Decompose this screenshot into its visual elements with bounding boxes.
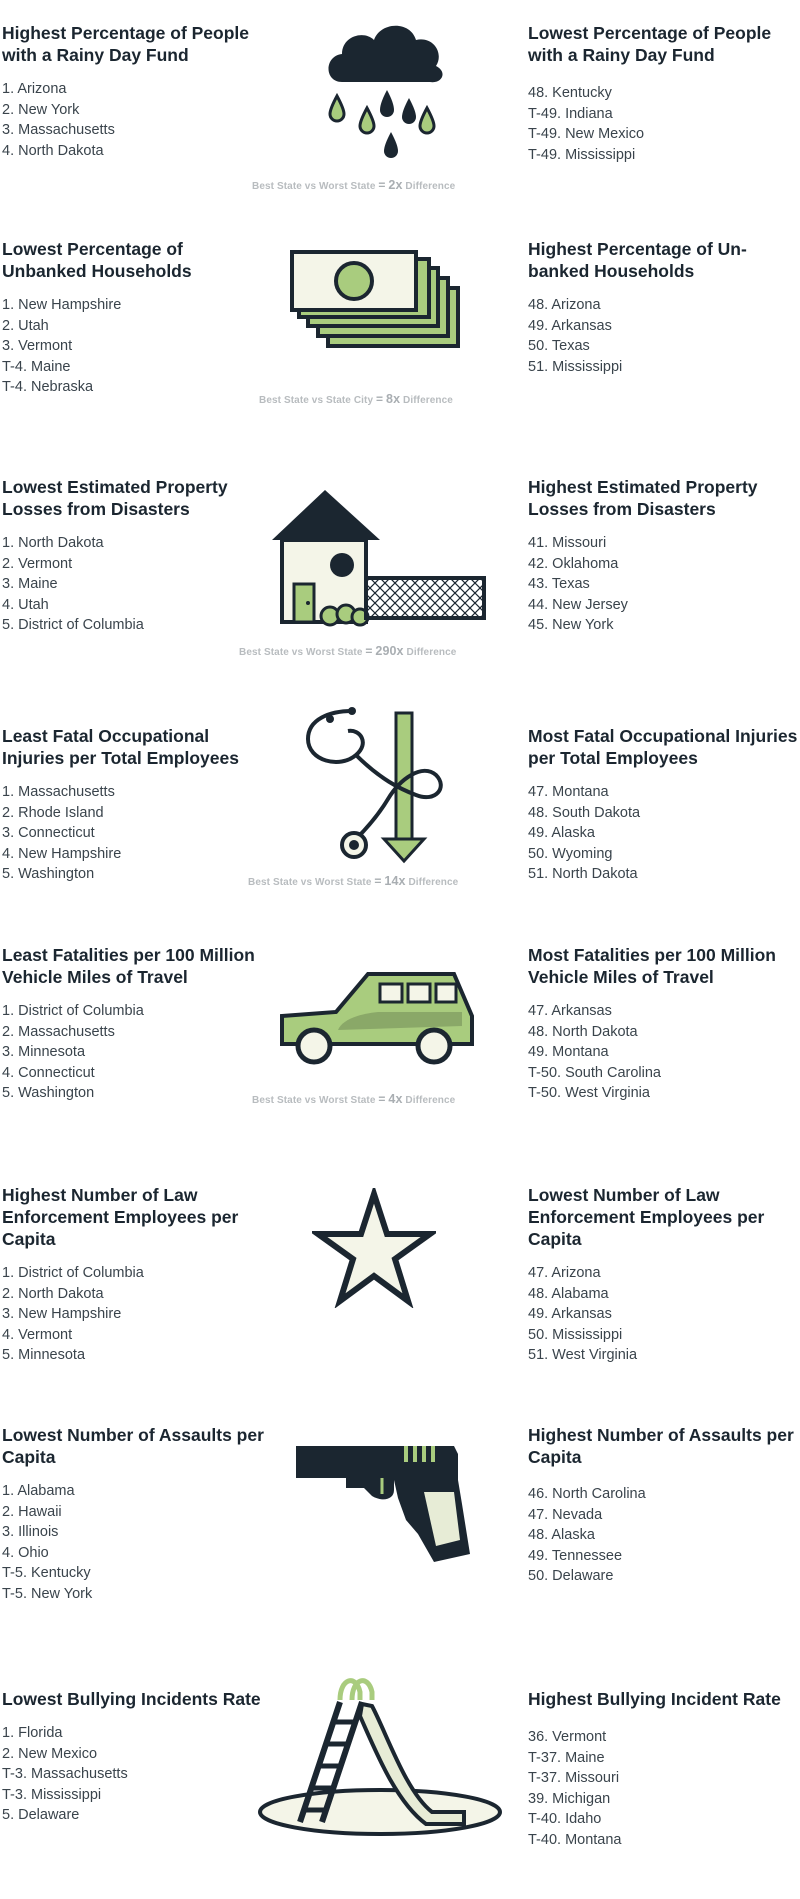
- money-stack-icon: [290, 250, 470, 360]
- list-item: 5. Washington: [2, 1085, 95, 1101]
- list-item: 47. Arizona: [528, 1265, 601, 1281]
- ranking-list-worst: [528, 1001, 798, 1104]
- ranking-list-best: [2, 1263, 272, 1366]
- comparison-note: Best State vs Worst State = 4x Difference: [252, 1092, 456, 1106]
- ranking-list-worst: [528, 782, 798, 885]
- section-left-title: Highest Number of Law Enforcement Employees per Capita: [2, 1185, 239, 1249]
- ranking-list-worst: [528, 533, 798, 636]
- comparison-note: Best State vs Worst State = 14x Difference: [248, 874, 459, 888]
- list-item: T-37. Missouri: [528, 1770, 620, 1786]
- section-rainy-day-fund: [0, 0, 800, 200]
- list-item: 1. District of Columbia: [2, 1003, 144, 1019]
- section-right-title: Lowest Number of Law Enforcement Employees per Capita: [528, 1185, 765, 1249]
- list-item: 49. Arkansas: [528, 317, 612, 334]
- stethoscope-icon: [300, 699, 460, 871]
- section-left-title: Lowest Estimated Property Losses from Disasters: [2, 477, 228, 519]
- section-left-title: Lowest Number of Assaults per Capita: [2, 1425, 264, 1467]
- list-item: 5. Delaware: [2, 1807, 80, 1823]
- list-item: 51. West Virginia: [528, 1347, 638, 1363]
- list-item: 50. Mississippi: [528, 1326, 623, 1343]
- list-item: 48. South Dakota: [528, 804, 641, 821]
- list-item: 1. District of Columbia: [2, 1265, 144, 1281]
- section-assaults: [0, 1424, 800, 1624]
- list-item: 47. Arkansas: [528, 1003, 612, 1019]
- comparison-note: Best State vs State City = 8x Difference: [259, 392, 453, 406]
- section-left-title: Lowest Bullying Incidents Rate: [2, 1689, 261, 1709]
- car-icon: [278, 970, 478, 1066]
- list-item: 1. Massachusetts: [2, 784, 115, 800]
- section-right-title: Most Fatalities per 100 Million Vehicle Miles of Travel: [528, 945, 776, 987]
- list-item: T-3. Mississippi: [2, 1786, 102, 1803]
- list-item: 3. Connecticut: [2, 825, 95, 841]
- list-item: 3. Maine: [2, 576, 58, 592]
- slide-icon: [256, 1672, 506, 1840]
- list-item: 45. New York: [528, 617, 614, 633]
- list-item: 1. Florida: [2, 1725, 63, 1741]
- section-right-title: Highest Percentage of Un-banked Households: [528, 239, 747, 281]
- list-item: T-40. Montana: [528, 1831, 622, 1848]
- list-item: 41. Missouri: [528, 535, 607, 551]
- list-item: T-50. South Carolina: [528, 1064, 661, 1081]
- section-unbanked: [0, 238, 800, 418]
- list-item: 2. Hawaii: [2, 1503, 62, 1520]
- ranking-list-best: [2, 1001, 272, 1104]
- section-right-title: Most Fatal Occupational Injuries per Total Employees: [528, 726, 798, 768]
- list-item: 3. Minnesota: [2, 1044, 86, 1060]
- list-item: 47. Montana: [528, 784, 609, 800]
- section-occupational-injuries: [0, 725, 800, 905]
- section-left-title: Highest Percentage of People with a Rainy Day Fund: [2, 23, 250, 65]
- list-item: 50. Texas: [528, 338, 590, 354]
- list-item: 2. New Mexico: [2, 1745, 98, 1762]
- section-bullying: [0, 1688, 800, 1899]
- section-law-enforcement: [0, 1184, 800, 1384]
- list-item: 5. Minnesota: [2, 1347, 86, 1363]
- list-item: T-5. New York: [2, 1585, 93, 1602]
- section-left-title: Lowest Percentage of Unbanked Households: [2, 239, 192, 281]
- list-item: 48. Arizona: [528, 297, 601, 313]
- list-item: T-50. West Virginia: [528, 1085, 650, 1101]
- section-left-title: Least Fatalities per 100 Million Vehicle Miles of Travel: [2, 945, 255, 987]
- list-item: 48. Alaska: [528, 1527, 595, 1543]
- list-item: 2. Massachusetts: [2, 1023, 115, 1040]
- list-item: T-5. Kentucky: [2, 1565, 91, 1581]
- ranking-list-best: [2, 79, 272, 161]
- list-item: 51. North Dakota: [528, 866, 638, 882]
- list-item: 1. Arizona: [2, 81, 67, 97]
- section-property-losses: [0, 476, 800, 676]
- ranking-list-worst: [528, 295, 798, 377]
- list-item: 4. Connecticut: [2, 1064, 95, 1081]
- ranking-list-worst: [528, 1484, 798, 1587]
- list-item: 3. Illinois: [2, 1524, 59, 1540]
- ranking-list-best: [2, 533, 272, 636]
- ranking-list-best: [2, 1481, 272, 1604]
- section-right-title: Highest Estimated Property Losses from Disasters: [528, 477, 758, 519]
- ranking-list-best: [2, 1723, 272, 1826]
- star-icon: [312, 1188, 436, 1308]
- list-item: T-3. Massachusetts: [2, 1766, 128, 1782]
- list-item: 4. Ohio: [2, 1544, 49, 1561]
- list-item: T-37. Maine: [528, 1749, 605, 1766]
- list-item: 1. Alabama: [2, 1483, 75, 1499]
- list-item: 48. North Dakota: [528, 1023, 638, 1040]
- list-item: 49. Tennessee: [528, 1547, 623, 1564]
- list-item: 50. Delaware: [528, 1568, 614, 1584]
- list-item: 5. Washington: [2, 866, 95, 882]
- list-item: 2. Vermont: [2, 555, 73, 572]
- list-item: 47. Nevada: [528, 1506, 603, 1523]
- ranking-list-best: [2, 295, 272, 398]
- list-item: 3. Vermont: [2, 338, 73, 354]
- list-item: 43. Texas: [528, 576, 590, 592]
- list-item: 4. Utah: [2, 596, 49, 613]
- list-item: 48. Kentucky: [528, 85, 612, 101]
- list-item: 50. Wyoming: [528, 845, 613, 862]
- list-item: 39. Michigan: [528, 1790, 611, 1807]
- list-item: 1. North Dakota: [2, 535, 104, 551]
- list-item: 2. Rhode Island: [2, 804, 104, 821]
- list-item: 49. Alaska: [528, 825, 595, 841]
- section-vehicle-fatalities: [0, 944, 800, 1144]
- list-item: 3. Massachusetts: [2, 122, 115, 138]
- list-item: T-40. Idaho: [528, 1811, 602, 1827]
- comparison-note: Best State vs Worst State = 2x Difference: [252, 178, 456, 192]
- list-item: 4. New Hampshire: [2, 845, 122, 862]
- comparison-note: Best State vs Worst State = 290x Difference: [239, 644, 457, 658]
- ranking-list-worst: [528, 1727, 798, 1850]
- list-item: 48. Alabama: [528, 1285, 609, 1302]
- ranking-list-worst: [528, 83, 798, 165]
- list-item: 5. District of Columbia: [2, 617, 144, 633]
- list-item: T-4. Maine: [2, 358, 71, 375]
- section-right-title: Highest Number of Assaults per Capita: [528, 1425, 794, 1467]
- list-item: 51. Mississippi: [528, 358, 623, 375]
- list-item: 36. Vermont: [528, 1729, 607, 1745]
- list-item: 2. North Dakota: [2, 1285, 104, 1302]
- list-item: 49. Arkansas: [528, 1306, 612, 1322]
- list-item: T-49. New Mexico: [528, 126, 645, 142]
- ranking-list-best: [2, 782, 272, 885]
- list-item: 42. Oklahoma: [528, 555, 619, 572]
- list-item: 4. Vermont: [2, 1326, 73, 1343]
- list-item: 1. New Hampshire: [2, 297, 122, 313]
- list-item: T-49. Mississippi: [528, 146, 636, 163]
- list-item: 2. New York: [2, 101, 80, 118]
- section-right-title: Lowest Percentage of People with a Rainy Day Fund: [528, 23, 772, 65]
- list-item: T-4. Nebraska: [2, 379, 94, 395]
- list-item: 49. Montana: [528, 1044, 609, 1060]
- list-item: 4. North Dakota: [2, 142, 104, 159]
- list-item: 44. New Jersey: [528, 596, 628, 613]
- ranking-list-worst: [528, 1263, 798, 1366]
- list-item: 3. New Hampshire: [2, 1306, 122, 1322]
- list-item: T-49. Indiana: [528, 105, 613, 122]
- list-item: 2. Utah: [2, 317, 49, 334]
- section-right-title: Highest Bullying Incident Rate: [528, 1689, 781, 1709]
- pistol-icon: [294, 1434, 474, 1564]
- list-item: 46. North Carolina: [528, 1486, 646, 1502]
- house-icon: [270, 488, 490, 628]
- section-left-title: Least Fatal Occupational Injuries per Total Employees: [2, 726, 239, 768]
- rain-cloud-icon: [322, 14, 452, 174]
